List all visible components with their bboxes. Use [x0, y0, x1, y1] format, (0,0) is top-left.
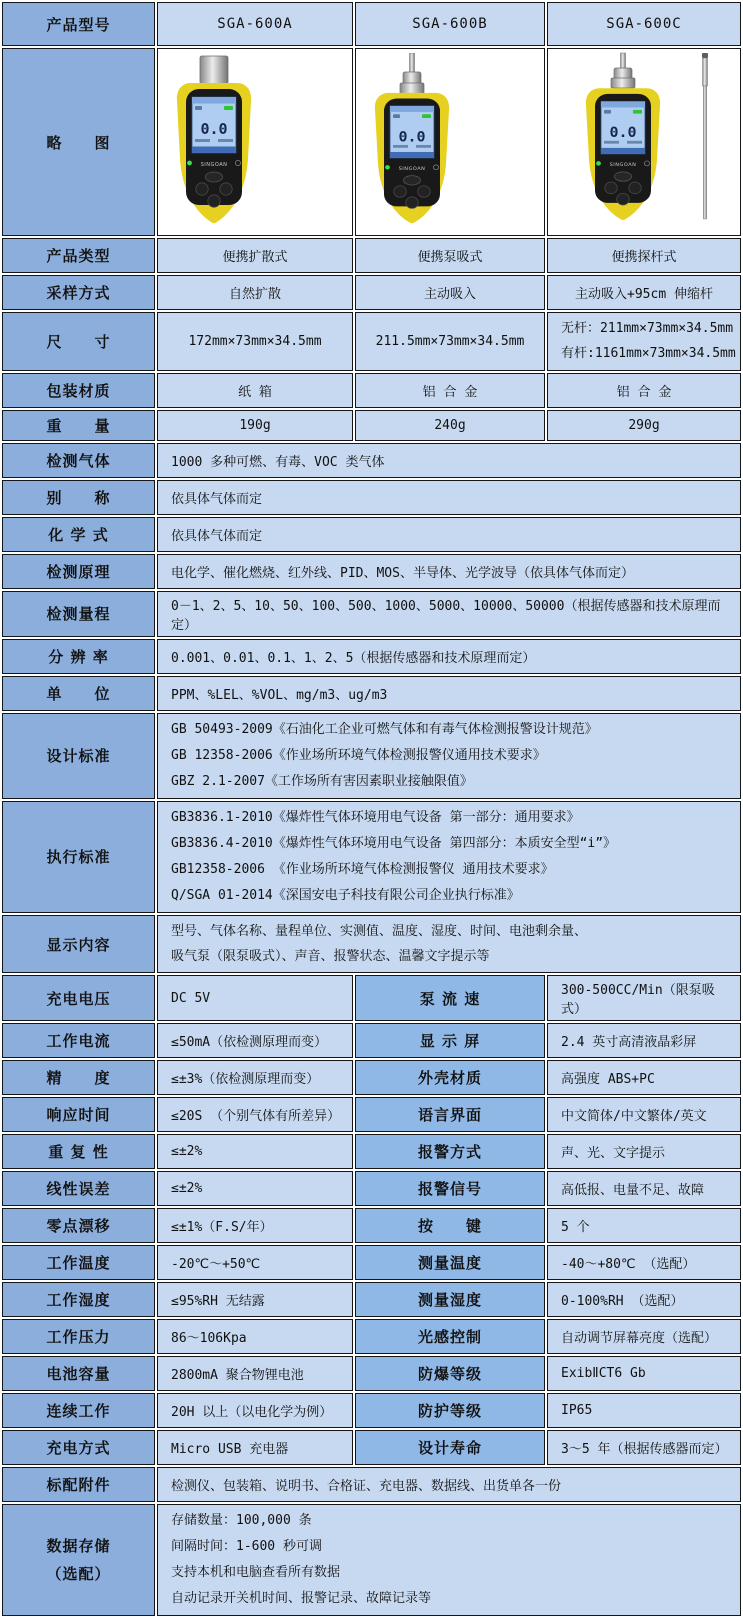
gas-detector-pump-image	[356, 53, 468, 231]
label-working-pressure: 工作压力	[2, 1319, 155, 1354]
label-measure-humidity: 测量湿度	[355, 1282, 545, 1317]
row-weight	[2, 410, 741, 441]
row-linearity-alarm-signal	[2, 1171, 741, 1206]
rod-tip	[702, 53, 708, 58]
value-dimensions-a: 172mm×73mm×34.5mm	[157, 312, 353, 371]
menu-button	[615, 172, 632, 181]
screen-statusbar	[192, 147, 236, 154]
row-working-humidity-measure-humidity	[2, 1282, 741, 1317]
row-accessories	[2, 1467, 741, 1502]
label-detect-gas: 检测气体	[2, 443, 155, 478]
value-buttons: 5 个	[547, 1208, 741, 1243]
signal-icon	[604, 110, 611, 114]
value-charge-method: Micro USB 充电器	[157, 1430, 353, 1465]
row-detect-principle	[2, 554, 741, 589]
label-accessories: 标配附件	[2, 1467, 155, 1502]
value-light-sensor-control: 自动调节屏幕亮度（选配）	[547, 1319, 741, 1354]
row-design-standard	[2, 713, 741, 799]
value-packing-c: 铝 合 金	[547, 373, 741, 408]
label-repeatability: 重 复 性	[2, 1134, 155, 1169]
model-sga-600b: SGA-600B	[355, 2, 545, 46]
label-battery-capacity: 电池容量	[2, 1356, 155, 1391]
label-design-standard: 设计标准	[2, 713, 155, 799]
label-resolution: 分 辨 率	[2, 639, 155, 674]
row-display-content	[2, 915, 741, 974]
row-charge-voltage-pump-flow	[2, 975, 741, 1021]
screen-info-left	[393, 145, 408, 148]
screen-reading: 0.0	[609, 124, 637, 141]
value-chemical-formula: 依具体气体而定	[157, 517, 741, 552]
design-standard-line: GB 50493-2009《石油化工企业可燃气体和有毒气体检测报警设计规范》	[171, 721, 598, 737]
row-detect-gas	[2, 443, 741, 478]
value-weight-a: 190g	[157, 410, 353, 441]
sensor-cap	[200, 56, 228, 84]
row-working-pressure-light-control	[2, 1319, 741, 1354]
model-sga-600a: SGA-600A	[157, 2, 353, 46]
display-content-line: 吸气泵（限泵吸式）、声音、报警状态、温馨文字提示等	[171, 949, 490, 965]
value-type-c: 便携探杆式	[547, 238, 741, 273]
left-button	[394, 186, 406, 198]
product-image-sga-600a	[157, 48, 353, 236]
model-sga-600c: SGA-600C	[547, 2, 741, 46]
data-storage-label-line1: 数据存储	[46, 1536, 111, 1555]
label-shell-material: 外壳材质	[355, 1060, 545, 1095]
label-alias: 别 称	[2, 480, 155, 515]
storage-view-line: 支持本机和电脑查看所有数据	[171, 1565, 341, 1581]
screen-reading: 0.0	[200, 120, 228, 138]
label-working-humidity: 工作湿度	[2, 1282, 155, 1317]
row-battery-explosion-proof	[2, 1356, 741, 1391]
label-measure-temperature: 测量温度	[355, 1245, 545, 1280]
enter-button	[406, 197, 418, 209]
right-button	[418, 186, 430, 198]
battery-icon	[633, 110, 642, 114]
storage-interval-line: 间隔时间：1-600 秒可调	[171, 1539, 322, 1555]
signal-icon	[393, 114, 400, 118]
gas-detector-diffusion-image	[158, 53, 270, 231]
value-working-pressure: 86～106Kpa	[157, 1319, 353, 1354]
label-continuous-work: 连续工作	[2, 1393, 155, 1428]
value-response-time: ≤20S （个别气体有所差异）	[157, 1097, 353, 1132]
row-alias	[2, 480, 741, 515]
screen-titlebar	[390, 106, 434, 112]
led-indicator	[596, 161, 601, 166]
screen-reading: 0.0	[398, 129, 426, 146]
row-product-type	[2, 238, 741, 273]
value-weight-c: 290g	[547, 410, 741, 441]
screen-info-left	[195, 139, 210, 142]
led-indicator	[187, 161, 192, 166]
exec-standard-line: GB3836.1-2010《爆炸性气体环境用电气设备 第一部分：通用要求》	[171, 809, 580, 825]
battery-icon	[422, 114, 431, 118]
value-accuracy: ≤±3%（依检测原理而变）	[157, 1060, 353, 1095]
value-sampling-b: 主动吸入	[355, 275, 545, 310]
brand-text: SINGOAN	[609, 162, 637, 169]
value-zero-drift: ≤±1%（F.S/年）	[157, 1208, 353, 1243]
label-display-content: 显示内容	[2, 915, 155, 974]
label-exec-standard: 执行标准	[2, 801, 155, 913]
value-exec-standard	[157, 801, 741, 913]
value-sampling-c: 主动吸入+95cm 伸缩杆	[547, 275, 741, 310]
probe-tube	[621, 53, 626, 69]
screen-info-right	[627, 141, 642, 144]
value-accessories: 检测仪、包装箱、说明书、合格证、充电器、数据线、出货单各一份	[157, 1467, 741, 1502]
value-working-temperature: -20℃～+50℃	[157, 1245, 353, 1280]
value-protection-grade: IP65	[547, 1393, 741, 1428]
left-button	[605, 182, 617, 194]
value-detect-principle: 电化学、催化燃烧、红外线、PID、MOS、半导体、光学波导（依具体气体而定）	[157, 554, 741, 589]
row-detect-range	[2, 591, 741, 637]
value-alarm-signal: 高低报、电量不足、故障	[547, 1171, 741, 1206]
product-image-sga-600b	[355, 48, 545, 236]
led-indicator	[385, 165, 390, 169]
telescopic-rod-image	[695, 51, 715, 223]
label-chemical-formula: 化 学 式	[2, 517, 155, 552]
row-working-temp-measure-temp	[2, 1245, 741, 1280]
label-pump-flow: 泵 流 速	[355, 975, 545, 1021]
right-button	[220, 183, 232, 195]
label-unit: 单 位	[2, 676, 155, 711]
value-repeatability: ≤±2%	[157, 1134, 353, 1169]
sensor-cap	[611, 78, 635, 88]
dimensions-c-with-rod: 有杆:1161mm×73mm×34.5mm	[561, 346, 736, 362]
value-alias: 依具体气体而定	[157, 480, 741, 515]
brand-text: SINGOAN	[398, 167, 426, 173]
enter-button	[208, 195, 220, 207]
device-and-rod	[573, 51, 715, 229]
label-working-temperature: 工作温度	[2, 1245, 155, 1280]
dimensions-c-without-rod: 无杆：211mm×73mm×34.5mm	[561, 321, 734, 336]
value-dimensions-c	[547, 312, 741, 371]
screen-titlebar	[601, 101, 645, 107]
gas-detector-probe-image	[573, 51, 673, 229]
sensor-cap	[400, 83, 424, 94]
label-accuracy: 精 度	[2, 1060, 155, 1095]
screen-statusbar	[390, 152, 434, 158]
value-pump-flow: 300-500CC/Min（限泵吸式）	[547, 975, 741, 1021]
row-dimensions	[2, 312, 741, 371]
row-sketch	[2, 48, 741, 236]
label-packing-material: 包装材质	[2, 373, 155, 408]
row-unit	[2, 676, 741, 711]
storage-autorecord-line: 自动记录开关机时间、报警记录、故障记录等	[171, 1591, 432, 1607]
product-image-sga-600c	[547, 48, 741, 236]
screen-info-right	[218, 139, 233, 142]
value-weight-b: 240g	[355, 410, 545, 441]
screen-info-left	[604, 141, 619, 144]
value-measure-temperature: -40～+80℃ （选配）	[547, 1245, 741, 1280]
row-accuracy-shell	[2, 1060, 741, 1095]
value-continuous-work: 20H 以上（以电化学为例）	[157, 1393, 353, 1428]
label-sampling-method: 采样方式	[2, 275, 155, 310]
data-storage-label-line2: （选配）	[46, 1565, 111, 1584]
row-chemical-formula	[2, 517, 741, 552]
battery-icon	[224, 106, 233, 110]
value-type-b: 便携泵吸式	[355, 238, 545, 273]
value-data-storage	[157, 1504, 741, 1616]
row-product-model	[2, 2, 741, 46]
value-working-current: ≤50mA（依检测原理而变）	[157, 1023, 353, 1058]
exec-standard-line: Q/SGA 01-2014《深国安电子科技有限公司企业执行标准》	[171, 887, 520, 903]
row-sampling-method	[2, 275, 741, 310]
label-zero-drift: 零点漂移	[2, 1208, 155, 1243]
value-detect-gas: 1000 多种可燃、有毒、VOC 类气体	[157, 443, 741, 478]
value-display-screen: 2.4 英寸高清液晶彩屏	[547, 1023, 741, 1058]
label-linearity-error: 线性误差	[2, 1171, 155, 1206]
label-working-current: 工作电流	[2, 1023, 155, 1058]
value-charge-voltage: DC 5V	[157, 975, 353, 1021]
row-charge-method-design-life	[2, 1430, 741, 1465]
menu-button	[404, 176, 421, 185]
label-alarm-mode: 报警方式	[355, 1134, 545, 1169]
row-continuous-work-protection	[2, 1393, 741, 1428]
value-unit: PPM、%LEL、%VOL、mg/m3、ug/m3	[157, 676, 741, 711]
value-explosion-proof-grade: ExibⅡCT6 Gb	[547, 1356, 741, 1391]
value-design-life: 3～5 年（根据传感器而定）	[547, 1430, 741, 1465]
value-design-standard	[157, 713, 741, 799]
row-zero-drift-buttons	[2, 1208, 741, 1243]
value-battery-capacity: 2800mA 聚合物锂电池	[157, 1356, 353, 1391]
row-response-time-language	[2, 1097, 741, 1132]
screen-info-right	[416, 145, 431, 148]
probe-tube	[410, 53, 415, 73]
value-packing-b: 铝 合 金	[355, 373, 545, 408]
label-detect-range: 检测量程	[2, 591, 155, 637]
label-response-time: 响应时间	[2, 1097, 155, 1132]
label-buttons: 按 键	[355, 1208, 545, 1243]
row-exec-standard	[2, 801, 741, 913]
row-data-storage	[2, 1504, 741, 1616]
label-sketch: 略 图	[2, 48, 155, 236]
value-type-a: 便携扩散式	[157, 238, 353, 273]
row-repeatability-alarm-mode	[2, 1134, 741, 1169]
value-shell-material: 高强度 ABS+PC	[547, 1060, 741, 1095]
label-alarm-signal: 报警信号	[355, 1171, 545, 1206]
label-display-screen: 显 示 屏	[355, 1023, 545, 1058]
value-alarm-mode: 声、光、文字提示	[547, 1134, 741, 1169]
design-standard-line: GB 12358-2006《作业场所环境气体检测报警仪通用技术要求》	[171, 747, 546, 763]
left-button	[196, 183, 208, 195]
label-light-sensor-control: 光感控制	[355, 1319, 545, 1354]
rod-lower-segment	[703, 86, 706, 219]
label-explosion-proof-grade: 防爆等级	[355, 1356, 545, 1391]
value-measure-humidity: 0-100%RH （选配）	[547, 1282, 741, 1317]
label-product-type: 产品类型	[2, 238, 155, 273]
display-content-line: 型号、气体名称、量程单位、实测值、温度、湿度、时间、电池剩余量、	[171, 923, 588, 939]
value-linearity-error: ≤±2%	[157, 1171, 353, 1206]
screen-statusbar	[601, 148, 645, 154]
exec-standard-line: GB3836.4-2010《爆炸性气体环境用电气设备 第四部分：本质安全型“i”》	[171, 835, 617, 851]
menu-button	[206, 172, 223, 182]
row-working-current-display	[2, 1023, 741, 1058]
label-weight: 重 量	[2, 410, 155, 441]
value-display-content	[157, 915, 741, 974]
value-language-ui: 中文简体/中文繁体/英文	[547, 1097, 741, 1132]
label-product-model: 产品型号	[2, 2, 155, 46]
exec-standard-line: GB12358-2006 《作业场所环境气体检测报警仪 通用技术要求》	[171, 861, 554, 877]
row-packing-material	[2, 373, 741, 408]
label-detect-principle: 检测原理	[2, 554, 155, 589]
label-data-storage	[2, 1504, 155, 1616]
value-dimensions-b: 211.5mm×73mm×34.5mm	[355, 312, 545, 371]
label-charge-voltage: 充电电压	[2, 975, 155, 1021]
label-design-life: 设计寿命	[355, 1430, 545, 1465]
row-resolution	[2, 639, 741, 674]
label-protection-grade: 防护等级	[355, 1393, 545, 1428]
label-charge-method: 充电方式	[2, 1430, 155, 1465]
label-dimensions: 尺 寸	[2, 312, 155, 371]
label-language-ui: 语言界面	[355, 1097, 545, 1132]
value-packing-a: 纸 箱	[157, 373, 353, 408]
storage-capacity-line: 存储数量：100,000 条	[171, 1513, 312, 1529]
value-sampling-a: 自然扩散	[157, 275, 353, 310]
rod-upper-segment	[703, 58, 708, 86]
right-button	[629, 182, 641, 194]
value-detect-range: 0－1、2、5、10、50、100、500、1000、5000、10000、50000（根据传感器和技术原理而定）	[157, 591, 741, 637]
enter-button	[617, 193, 629, 205]
signal-icon	[195, 106, 202, 110]
value-working-humidity: ≤95%RH 无结露	[157, 1282, 353, 1317]
design-standard-line: GBZ 2.1-2007《工作场所有害因素职业接触限值》	[171, 773, 473, 789]
brand-text: SINGOAN	[200, 162, 228, 168]
value-resolution: 0.001、0.01、0.1、1、2、5（根据传感器和技术原理而定）	[157, 639, 741, 674]
screen-titlebar	[192, 97, 236, 104]
